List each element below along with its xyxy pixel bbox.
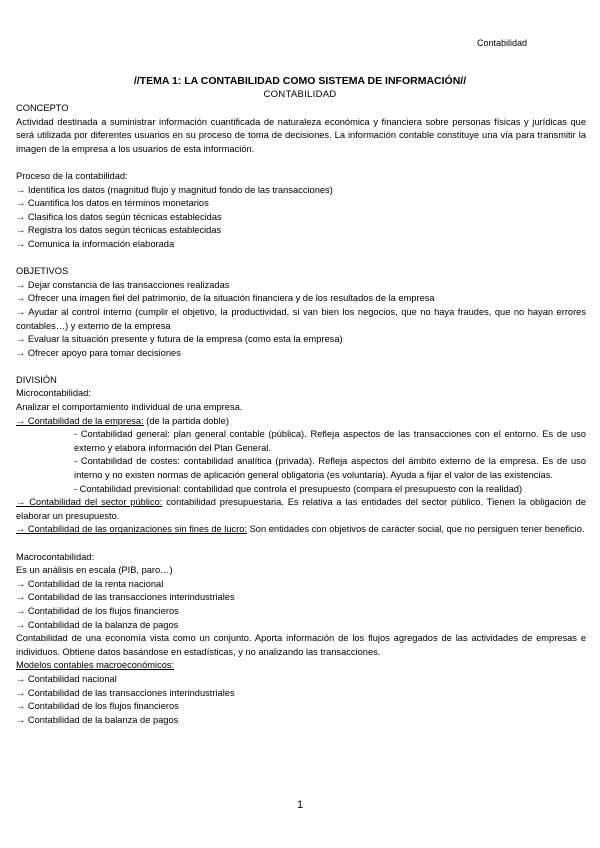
list-item: → Contabilidad de las transacciones interindustriales	[16, 687, 235, 698]
running-header: Contabilidad	[476, 38, 527, 48]
concepto-heading: CONCEPTO	[16, 103, 69, 113]
list-item: → Registra los datos según técnicas establecidas	[16, 225, 222, 236]
empresa-note: (de la partida doble)	[143, 415, 229, 426]
list-item: → Contabilidad de los flujos financieros	[16, 605, 179, 616]
macro-text: Contabilidad de una economía vista como un conjunto. Aporta información de los flujos agregados de las actividades de empresas e individuos. Obtiene datos basándose en estadísticas, y no analizando las transacciones.	[16, 633, 586, 657]
list-item: → Evaluar la situación presente y futura de la empresa (como esta la empresa)	[16, 334, 343, 345]
publico-line	[16, 496, 586, 523]
list-item: → Ofrecer una imagen fiel del patrimonio, de la situación financiera y de los resultados de la empresa	[16, 293, 435, 304]
micro-heading: Microcontabilidad:	[16, 388, 91, 399]
micro-intro: Analizar el comportamiento individual de una empresa.	[16, 402, 243, 413]
list-item: → Identifica los datos (magnitud flujo y magnitud fondo de las transacciones)	[16, 184, 333, 195]
list-item: → Contabilidad de la balanza de pagos	[16, 714, 179, 725]
empresa-line	[16, 415, 586, 429]
list-item: → Dejar constancia de las transacciones realizadas	[16, 279, 230, 290]
list-item: → Contabilidad nacional	[16, 673, 117, 684]
list-item: → Contabilidad de los flujos financieros	[16, 701, 179, 712]
objetivos-heading: OBJETIVOS	[16, 266, 69, 277]
modelos-heading: Modelos contables macroeconómicos:	[16, 660, 175, 671]
list-item: → Cuantifica los datos en términos monetarios	[16, 198, 209, 209]
list-item: → Contabilidad de la renta nacional	[16, 578, 164, 589]
ong-label: → Contabilidad de las organizaciones sin fines de lucro:	[16, 524, 248, 535]
ong-text: Son entidades con objetivos de carácter social, que no persiguen tener beneficio.	[247, 524, 585, 535]
publico-label: → Contabilidad del sector público:	[16, 497, 163, 508]
list-item: → Ofrecer apoyo para tomar decisiones	[16, 347, 181, 358]
document-subtitle: CONTABILIDAD	[263, 89, 337, 100]
list-item: - Contabilidad de costes: contabilidad analítica (privada). Refleja aspectos del ámbito externo de la empresa. Es de uso interno y no existen normas de aplicación general obligatoria (es voluntaria). Ayuda a fijar el valor de las existencias.	[74, 456, 586, 481]
document-body	[16, 102, 586, 727]
page-number: 1	[296, 799, 304, 811]
list-item: → Comunica la información elaborada	[16, 238, 175, 249]
list-item: - Contabilidad previsional: contabilidad que controla el presupuesto (compara el presupuesto con la realidad)	[74, 483, 523, 494]
division-heading: DIVISIÓN	[16, 374, 57, 385]
empresa-label: → Contabilidad de la empresa:	[16, 415, 144, 426]
ong-line	[16, 523, 586, 537]
macro-heading: Macrocontabilidad:	[16, 551, 95, 562]
list-item: - Contabilidad general: plan general contable (pública). Refleja aspectos de las transacciones con el entorno. Es de uso externo y elabora información del Plan General.	[74, 429, 586, 453]
document-title: //TEMA 1: LA CONTABILIDAD COMO SISTEMA DE INFORMACIÓN//	[133, 75, 467, 87]
concepto-text: Actividad destinada a suministrar información cuantificada de naturaleza económica y financiera sobre personas físicas y jurídicas que será utilizada por diferentes usuarios en su proceso de toma de decisiones. La información contable constituye una vía para transmitir la imagen de la empresa a los usuarios de esta información.	[16, 116, 586, 154]
publico-text: contabilidad presupuestaria. Es relativa a las entidades del sector público. Tienen la obligación de elaborar un presupuesto.	[16, 497, 586, 521]
macro-intro: Es un análisis en escala (PIB, paro…)	[16, 565, 173, 576]
proceso-heading: Proceso de la contabilidad:	[16, 170, 128, 181]
list-item: → Clasifica los datos según técnicas establecidas	[16, 211, 222, 222]
list-item: → Contabilidad de las transacciones interindustriales	[16, 592, 235, 603]
list-item: → Ayudar al control interno (cumplir el objetivo, la productividad, si van bien los negocios, que no haya fraudes, que no hayan errores contables…) y externo de la empresa	[16, 306, 586, 331]
list-item: → Contabilidad de la balanza de pagos	[16, 619, 179, 630]
